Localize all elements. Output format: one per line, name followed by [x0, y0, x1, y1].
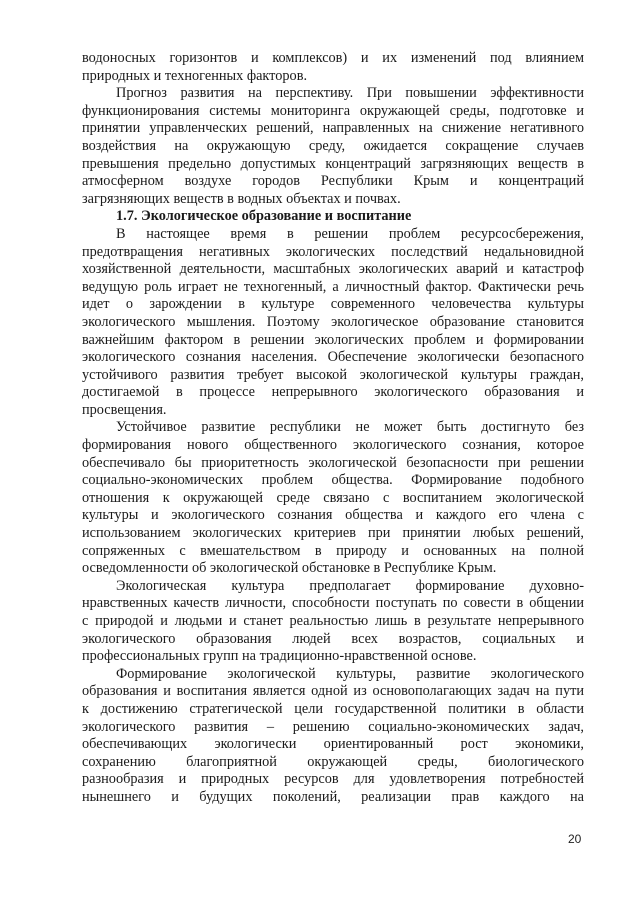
paragraph [82, 578, 584, 666]
page-number: 20 [568, 832, 582, 846]
body-text [82, 50, 584, 807]
text-line: просвещения. [82, 401, 167, 418]
text-line: отношения к окружающей среде связано с воспитанием экологической [82, 489, 584, 506]
text-line: природных и техногенных факторов. [82, 67, 308, 84]
section-heading: 1.7. Экологическое образование и воспитание [116, 208, 412, 225]
text-line: экологического сознания населения. Обеспечение экологически безопасного [82, 349, 584, 366]
paragraph [82, 419, 584, 577]
text-line: ведущую роль играет не техногенный, а личностный фактор. Фактически речь [82, 278, 584, 295]
text-line: загрязняющих веществ в водных объектах и почвах. [82, 190, 401, 207]
text-line: использованием экологических критериев при принятии любых решений, [82, 525, 584, 542]
text-line: В настоящее время в решении проблем ресурсосбережения, [116, 225, 584, 242]
text-line: нынешнего и будущих поколений, реализации прав каждого на [82, 788, 584, 805]
text-line: с природой и людьми и станет реальностью лишь в результате непрерывного [82, 613, 584, 629]
text-line: экологического развития – решению социально-экономических задач, [82, 718, 584, 735]
text-line: нравственных качеств личности, способности поступать по совести в общении [82, 595, 584, 612]
text-line: социально-экономических проблем общества. Формирование подобного [82, 472, 584, 489]
text-line: экологического мышления. Поэтому экологическое образование становится [82, 313, 584, 330]
text-line: сохранению благоприятной окружающей среды, биологического [82, 753, 584, 770]
text-line: предотвращения негативных экологических последствий недальновидной [82, 243, 584, 260]
text-line: образования и воспитания является одной из основополагающих задач на пути [82, 683, 584, 700]
text-line: принятии управленческих решений, направленных на снижение негативного [82, 120, 584, 137]
paragraph [82, 85, 584, 208]
text-line: экологического образования людей всех возрастов, социальных и [82, 630, 584, 647]
paragraph [82, 666, 584, 807]
paragraph [82, 226, 584, 420]
text-line: Формирование экологической культуры, развитие экологического [116, 665, 584, 682]
text-line: атмосферном воздухе городов Республики Крым и концентраций [82, 173, 584, 190]
text-line: важнейшим фактором в решении экологических проблем и формировании [82, 331, 584, 348]
text-line: Экологическая культура предполагает формирование духовно- [116, 577, 584, 594]
text-line: воздействия на окружающую среду, ожидается сокращение случаев [82, 137, 584, 154]
text-line: сопряженных с вмешательством в природу и основанных на полной [82, 542, 584, 559]
text-line: обеспечивающих экологически ориентированный рост экономики, [82, 736, 584, 753]
text-line: Устойчивое развитие республики не может быть достигнуто без [116, 419, 584, 436]
text-line: осведомленности об экологической обстановке в Республике Крым. [82, 560, 497, 577]
text-line: разнообразия и природных ресурсов для удовлетворения потребностей [82, 771, 584, 788]
text-line: устойчивого развития требует высокой экологической культуры граждан, [82, 366, 584, 383]
text-line: идет о зарождении в культуре современного человечества культуры [82, 296, 584, 313]
text-line: профессиональных групп на традиционно-нравственной основе. [82, 648, 477, 665]
text-line: водоносных горизонтов и комплексов) и их изменений под влиянием [82, 50, 584, 66]
text-line: формирования нового общественного экологического сознания, которое [82, 437, 584, 454]
text-line: культуры и экологического сознания общества и каждого его члена с [82, 507, 584, 524]
text-line: обеспечивало бы приоритетность экологической безопасности при решении [82, 454, 584, 471]
text-line: к достижению стратегической цели государственной политики в области [82, 700, 584, 717]
text-line: превышения предельно допустимых концентраций загрязняющих веществ в [82, 155, 584, 172]
text-line: Прогноз развития на перспективу. При повышении эффективности [116, 85, 584, 102]
text-line: функционирования системы мониторинга окружающей среды, подготовке и [82, 102, 584, 119]
text-line: достигаемой в процессе непрерывного экологического образования и [82, 384, 584, 401]
text-line: хозяйственной деятельности, масштабных экологических аварий и катастроф [82, 261, 584, 278]
paragraph [82, 50, 584, 85]
